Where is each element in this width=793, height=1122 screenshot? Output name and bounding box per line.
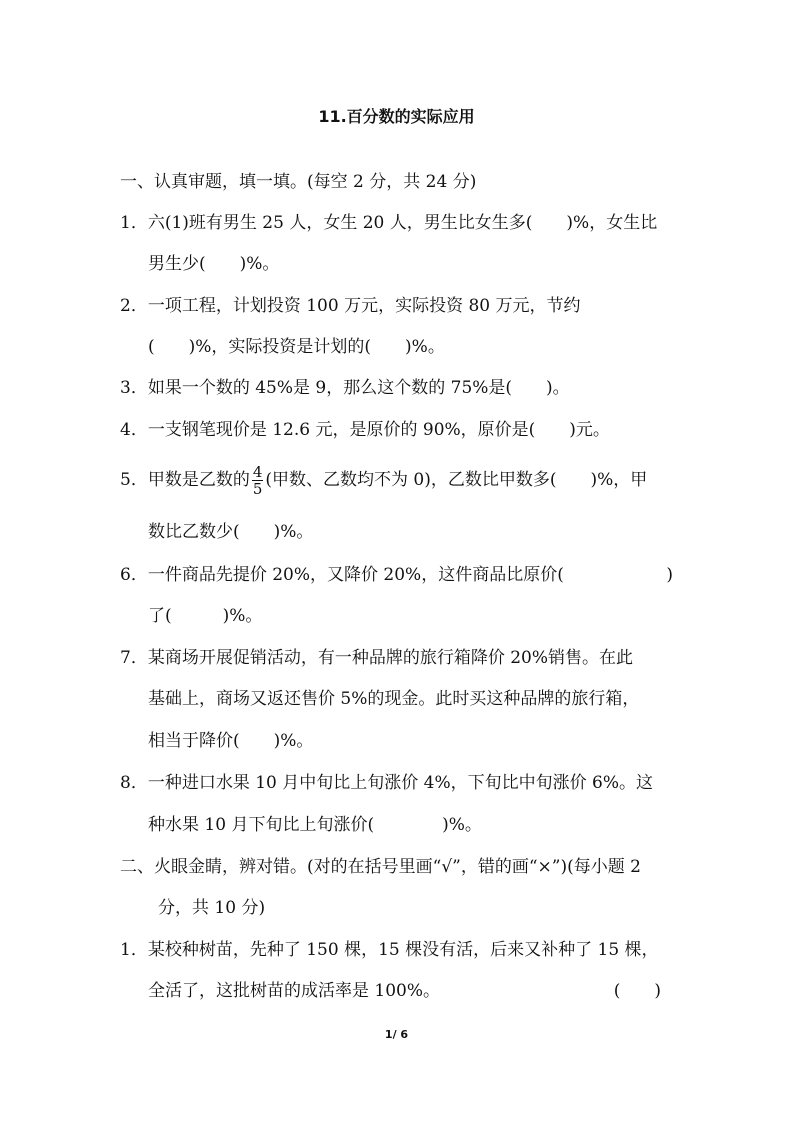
- q7-line2: 基础上，商场又返还售价 5%的现金。此时买这种品牌的旅行箱，: [148, 689, 640, 709]
- q7-line3: 相当于降价( )%。: [148, 731, 314, 751]
- q4-line: 4．一支钢笔现价是 12.6 元，是原价的 90%，原价是( )元。: [120, 420, 610, 440]
- q2-line1: 2．一项工程，计划投资 100 万元，实际投资 80 万元，节约: [120, 296, 581, 316]
- q5-post: (甲数、乙数均不为 0)，乙数比甲数多( )%，甲: [265, 470, 648, 490]
- q6-line2: 了( )%。: [148, 606, 263, 626]
- section2-heading-line1: 二、火眼金睛，辨对错。(对的在括号里画“√”，错的画“×”)(每小题 2: [120, 857, 641, 877]
- section1-heading: 一、认真审题，填一填。(每空 2 分，共 24 分): [120, 172, 477, 192]
- s2-q1-line1: 1．某校种树苗，先种了 150 棵，15 棵没有活，后来又补种了 15 棵，: [120, 940, 659, 960]
- q8-line2: 种水果 10 月下旬比上旬涨价( )%。: [148, 815, 482, 835]
- q6-line1: [120, 563, 673, 587]
- q6-close-paren: ): [666, 565, 673, 585]
- q5-frac-numerator: 4: [252, 463, 263, 481]
- q3-line: 3．如果一个数的 45%是 9，那么这个数的 75%是( )。: [120, 378, 570, 398]
- q8-line1: 8．一种进口水果 10 月中旬比上旬涨价 4%，下旬比中旬涨价 6%。这: [120, 773, 654, 793]
- q5-pre: 5．甲数是乙数的: [120, 470, 250, 490]
- q5-line2: 数比乙数少( )%。: [148, 522, 314, 542]
- page-title: 11.百分数的实际应用: [318, 107, 475, 126]
- q1-line2: 男生少( )%。: [148, 254, 280, 274]
- q5-fraction: [252, 464, 264, 497]
- q5-line1: [120, 464, 647, 497]
- q2-line2: ( )%，实际投资是计划的( )%。: [148, 337, 445, 357]
- s2-q1-answer-paren: ( ): [613, 981, 661, 1001]
- q5-frac-denominator: 5: [252, 480, 263, 498]
- page-number: 1/ 6: [384, 1028, 409, 1041]
- q7-line1: 7．某商场开展促销活动，有一种品牌的旅行箱降价 20%销售。在此: [120, 648, 634, 668]
- q6-line1-text: 6．一件商品先提价 20%，又降价 20%，这件商品比原价(: [120, 565, 564, 585]
- s2-q1-text: 全活了，这批树苗的成活率是 100%。: [148, 981, 441, 1001]
- s2-q1-line2: [148, 979, 673, 1003]
- q1-line1: 1．六(1)班有男生 25 人，女生 20 人，男生比女生多( )%，女生比: [120, 213, 658, 233]
- section2-heading-line2: 分，共 10 分): [158, 898, 266, 918]
